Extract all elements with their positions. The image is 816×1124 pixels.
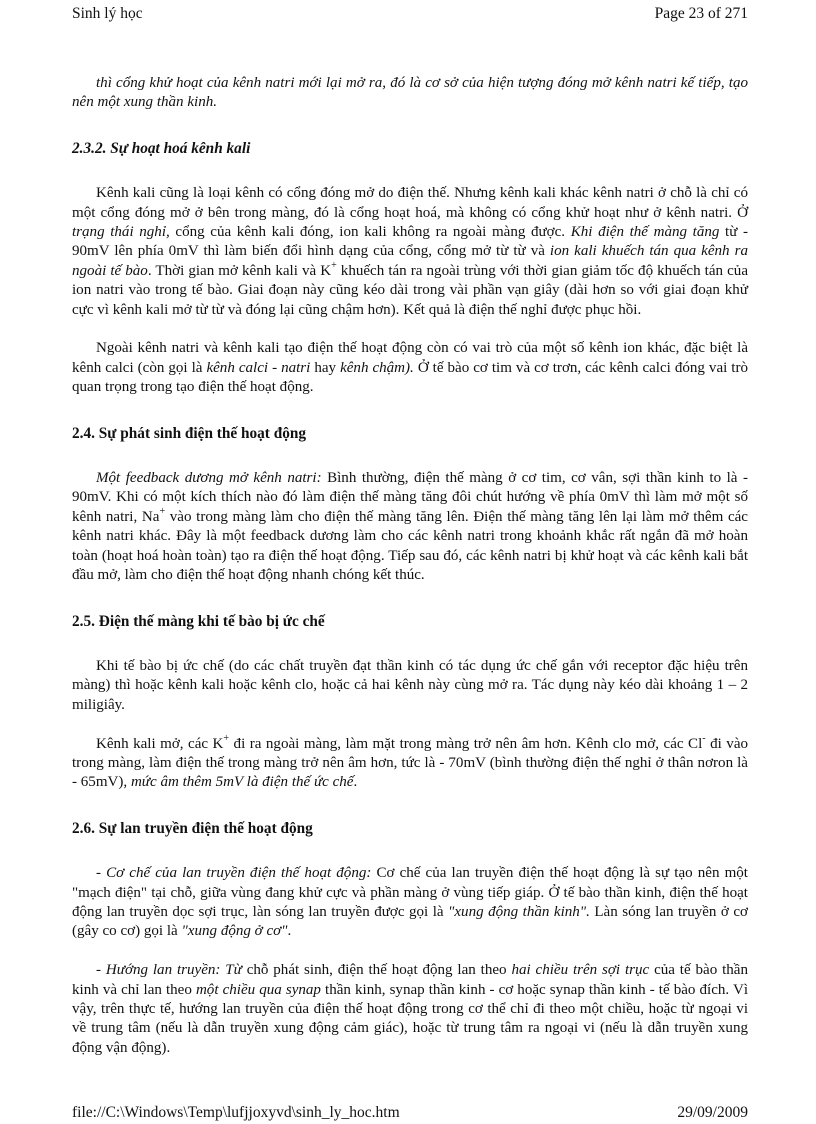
superscript: + [159,505,166,517]
italic-run: trạng thái nghỉ, [72,224,170,241]
superscript: - [702,732,706,744]
text-run: của tế bào thần kinh và chỉ lan theo [72,962,749,998]
text-run: - [96,962,106,979]
text-run: . Thời gian mở kênh kali và K [147,262,332,279]
text-run: khuếch tán ra ngoài trùng với thời gian giảm tốc độ khuếch tán của ion natri vào trong tế bào. Giai đoạn này cũng kéo dài trong vài phần vạn giây (dài hơn so với giai đoạn khử cực vì kênh kali mở từ từ và đóng lại cũng chậm hơn). Kết quả là điện thế nghỉ được phục hồi. [72,262,749,318]
paragraph-propagation-direction [72,961,748,1058]
document-body [72,74,748,1078]
text-run: Ngoài kênh natri và kênh kali tạo điện thế hoạt động còn có vai trò của một số kênh ion khác, đặc biệt là kênh calci (còn gọi là [72,340,748,376]
italic-run: "xung động ở cơ" [181,923,288,940]
heading-2-4: 2.4. Sự phát sinh điện thế hoạt động [72,424,307,442]
text-run: . [287,923,292,940]
footer-file-path: file://C:\Windows\Temp\lufjjoxyvd\sinh_ly_hoc.htm [72,1104,400,1121]
text-run: đi vào trong màng, làm điện thế trong màng trở nên âm hơn, tức là - 70mV (bình thường điện thế nghỉ ở thân nơron là - 65mV), [72,735,749,791]
italic-run: kênh chậm). [340,359,414,376]
italic-run: Một feedback dương mở kênh natri: [96,470,322,487]
italic-run: kênh calci - natri [206,359,311,376]
heading-2-6: 2.6. Sự lan truyền điện thế hoạt động [72,819,313,837]
italic-run: ion kali khuếch tán qua kênh ra ngoài tế bào [72,243,748,279]
page-footer [72,1104,748,1124]
italic-run: Khi điện thế màng tăng [570,224,720,241]
paragraph-potassium-channel [72,184,748,320]
heading-2-3-2: 2.3.2. Sự hoạt hoá kênh kali [72,139,251,157]
text-run: Ở tế bào cơ tim và cơ trơn, các kênh calci đóng vai trò quan trọng trong tạo điện thế hoạt động. [72,359,749,396]
superscript: + [223,732,230,744]
header-title: Sinh lý học [72,5,143,22]
paragraph-propagation-mechanism [72,864,748,942]
heading-2-5: 2.5. Điện thế màng khi tế bào bị ức chế [72,612,325,630]
text-run: Kênh kali cũng là loại kênh có cổng đóng mở do điện thế. Nhưng kênh kali khác kênh natri ở chỗ là chỉ có một cổng đóng mở ở bên trong màng, đó là cổng hoạt hoá, mà không có cổng khử hoạt như ở kênh natri. Ở [72,185,748,221]
text-run: cổng của kênh kali đóng, ion kali không ra ngoài màng được. [169,224,571,241]
text-run: - [96,865,107,882]
text-run: Khi tế bào bị ức chế (do các chất truyền đạt thần kinh có tác dụng ức chế gắn với receptor đặc hiệu trên màng) thì hoặc kênh kali hoặc kênh clo, hoặc cả hai kênh này cùng mở ra. Tác dụng này kéo dài khoảng 1 – 2 miligiây. [72,657,748,713]
text-run: . [353,774,358,791]
paragraph-inhibition [72,657,748,715]
text-run: Bình thường, điện thế màng ở cơ tim, cơ vân, sợi thần kinh to là - 90mV. Khi có một kích thích nào đó làm điện thế màng tăng đôi chút hướng về phía 0mV thì làm mở một số kênh natri, Na [72,470,748,525]
text-run: Kênh kali mở, các K [96,735,224,752]
italic-text: thì cổng khử hoạt của kênh natri mới lại mở ra, đó là cơ sở của hiện tượng đóng mở kênh natri kế tiếp, tạo nên một xung thần kinh. [72,75,748,111]
text-run: Cơ chế của lan truyền điện thế hoạt động là sự tạo nên một "mạch điện" tại chỗ, giữa vùng đang khử cực và phần màng ở vùng tiếp giáp. Ở tế bào thần kinh, điện thế hoạt động lan truyền dọc sợi trục, làn sóng lan truyền được gọi là [72,865,748,920]
paragraph-calcium-channel [72,339,748,397]
paragraph-inhibitory-potential [72,732,749,793]
text-run: từ - 90mV lên phía 0mV thì làm biến đổi hình dạng của cổng, cổng mở từ từ và [72,224,749,260]
text-run: chỗ phát sinh, điện thế hoạt động lan theo [241,962,512,979]
italic-run: "xung động thần kinh". [448,903,590,920]
header-page-number: Page 23 of 271 [654,5,748,22]
text-run: Làn sóng lan truyền ở cơ (gây co cơ) gọi là [72,903,748,940]
superscript: + [331,259,337,271]
text-run: đi ra ngoài màng, làm mặt trong màng trở nên âm hơn. Kênh clo mở, các Cl [229,735,703,752]
footer-date: 29/09/2009 [677,1104,748,1121]
italic-run: mức âm thêm 5mV là điện thế ức chế [130,774,354,791]
text-run: thần kinh, synap thần kinh - cơ hoặc synap thần kinh - tế bào đích. Vì vậy, trên thực tế, hướng lan truyền của điện thế hoạt động trong cơ thể chỉ đi theo một chiều, hoặc từ ngoại vi về trung tâm (nếu là dẫn truyền xung động cảm giác), hoặc từ trung tâm ra ngoại vi (nếu là dẫn truyền xung động vận động). [72,981,748,1056]
italic-run: Cơ chế của lan truyền điện thế hoạt động: [106,865,372,882]
paragraph-positive-feedback [72,469,748,585]
page-header [72,5,748,27]
italic-run: một chiều qua synap [195,981,321,998]
text-run: vào trong màng làm cho điện thế màng tăng lên. Điện thế màng tăng lên lại làm mở thêm các kênh natri khác. Đây là một feedback dương làm cho các kênh natri trong khoảnh khắc rất ngắn đã mở hoàn toàn (hoạt hoá hoàn toàn) tạo ra điện thế hoạt động. Tiếp sau đó, các kênh natri bị khử hoạt và các kênh kali bắt đầu mở, làm cho điện thế hoạt động nhanh chóng kết thúc. [72,508,748,584]
italic-run: Hướng lan truyền: Từ [105,962,242,979]
italic-run: hai chiều trên sợi trục [511,962,650,979]
paragraph-continued [72,74,748,113]
text-run: hay [310,359,341,376]
